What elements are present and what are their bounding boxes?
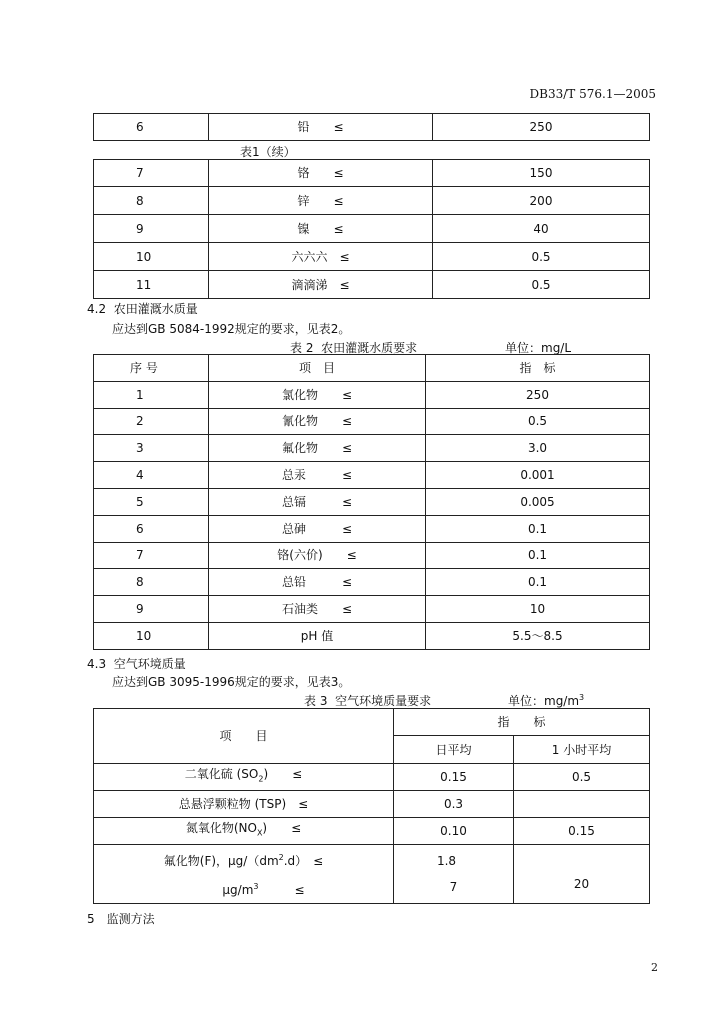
fluoride-superscript: 2 <box>278 853 284 862</box>
row-item: 六六六 ≤ <box>209 243 433 271</box>
fluoride-unit-superscript: 3 <box>253 882 259 891</box>
row-number: 8 <box>94 569 209 596</box>
row-value: 0.5 <box>426 408 650 435</box>
header-hourly: 1 小时平均 <box>514 736 650 764</box>
row-item: 氰化物 ≤ <box>209 408 426 435</box>
row-daily <box>394 845 514 904</box>
table3 <box>93 708 650 904</box>
row-number: 8 <box>94 187 209 215</box>
row-item: 氟化物 ≤ <box>209 435 426 462</box>
table-row <box>94 381 650 408</box>
row-item: 总铅 ≤ <box>209 569 426 596</box>
row-number: 1 <box>94 381 209 408</box>
table2-caption: 表 2 农田灌溉水质要求 <box>290 341 418 355</box>
table-header-row <box>94 355 650 382</box>
table-row <box>94 215 650 243</box>
table1-continued <box>93 159 650 299</box>
table-row <box>94 187 650 215</box>
header-number: 序 号 <box>94 355 209 382</box>
table1-top <box>93 113 650 141</box>
row-number: 4 <box>94 462 209 489</box>
row-hourly <box>514 845 650 904</box>
table-row <box>94 435 650 462</box>
row-value: 0.1 <box>426 515 650 542</box>
unit-superscript: 3 <box>579 693 585 702</box>
row-value: 0.1 <box>426 542 650 569</box>
header-item: 项 目 <box>94 709 394 764</box>
row-number: 9 <box>94 215 209 243</box>
section-4-2-heading: 4.2 农田灌溉水质量 <box>87 302 198 316</box>
unit-text: 单位：mg/m <box>508 694 580 708</box>
row-number: 2 <box>94 408 209 435</box>
row-value: 250 <box>426 381 650 408</box>
table3-unit <box>508 692 584 709</box>
header-item: 项 目 <box>209 355 426 382</box>
table-row <box>94 596 650 623</box>
row-value: 10 <box>426 596 650 623</box>
so2-label: 二氧化硫 (SO <box>184 767 259 782</box>
section-4-3-heading: 4.3 空气环境质量 <box>87 657 186 671</box>
row-item: 锌 ≤ <box>209 187 433 215</box>
row-item-so2 <box>94 764 394 791</box>
row-value: 250 <box>433 114 650 141</box>
table3-caption: 表 3 空气环境质量要求 <box>304 694 432 708</box>
page-number: 2 <box>651 961 658 974</box>
table-row <box>94 569 650 596</box>
table-row <box>94 818 650 845</box>
row-item: 镍 ≤ <box>209 215 433 243</box>
row-item-fluoride <box>94 845 394 904</box>
row-item: 铬 ≤ <box>209 160 433 187</box>
table-row <box>94 408 650 435</box>
row-value: 3.0 <box>426 435 650 462</box>
row-item: 石油类 ≤ <box>209 596 426 623</box>
row-number: 6 <box>94 114 209 141</box>
table-row <box>94 160 650 187</box>
table2-unit: 单位：mg/L <box>505 341 572 355</box>
row-hourly <box>514 791 650 818</box>
table-row <box>94 542 650 569</box>
row-value: 5.5～8.5 <box>426 622 650 649</box>
fluoride-daily-2: 7 <box>449 880 458 894</box>
table-row <box>94 845 650 904</box>
header-index: 指 标 <box>394 709 650 736</box>
row-item: 氯化物 ≤ <box>209 381 426 408</box>
nox-subscript: X <box>256 828 263 838</box>
row-daily: 0.10 <box>394 818 514 845</box>
row-value: 40 <box>433 215 650 243</box>
fluoride-unit: μg/m <box>222 883 254 897</box>
row-value: 0.5 <box>433 271 650 299</box>
row-number: 10 <box>94 243 209 271</box>
row-value: 0.1 <box>426 569 650 596</box>
row-value: 150 <box>433 160 650 187</box>
table-row <box>94 243 650 271</box>
fluoride-label: 氟化物(F)，μg/（dm <box>163 854 279 868</box>
row-item: 总镉 ≤ <box>209 488 426 515</box>
fluoride-line1 <box>94 845 393 874</box>
row-value: 0.001 <box>426 462 650 489</box>
document-id: DB33/T 576.1—2005 <box>529 87 656 101</box>
row-number: 9 <box>94 596 209 623</box>
fluoride-hourly-2: 20 <box>573 877 590 891</box>
row-item: 总汞 ≤ <box>209 462 426 489</box>
row-item: 铬(六价) ≤ <box>209 542 426 569</box>
row-hourly: 0.5 <box>514 764 650 791</box>
nox-suffix: ) ≤ <box>262 821 302 836</box>
so2-subscript: 2 <box>258 774 264 784</box>
table-row <box>94 515 650 542</box>
row-value: 200 <box>433 187 650 215</box>
row-item: 铅 ≤ <box>209 114 433 141</box>
so2-suffix: ) ≤ <box>263 767 303 782</box>
row-item-nox <box>94 818 394 845</box>
row-daily: 0.15 <box>394 764 514 791</box>
table-row <box>94 488 650 515</box>
row-value: 0.5 <box>433 243 650 271</box>
row-item: pH 值 <box>209 622 426 649</box>
table-row <box>94 764 650 791</box>
fluoride-suffix: .d） ≤ <box>283 854 324 868</box>
table2 <box>93 354 650 650</box>
row-daily: 0.3 <box>394 791 514 818</box>
table-row <box>94 114 650 141</box>
row-hourly: 0.15 <box>514 818 650 845</box>
row-item: 滴滴涕 ≤ <box>209 271 433 299</box>
row-number: 11 <box>94 271 209 299</box>
header-value: 指 标 <box>426 355 650 382</box>
table-row <box>94 462 650 489</box>
section-4-3-body: 应达到GB 3095-1996规定的要求，见表3。 <box>112 675 351 689</box>
nox-label: 氮氧化物(NO <box>185 821 257 836</box>
table1-continued-caption: 表1（续） <box>240 145 296 159</box>
table-row <box>94 271 650 299</box>
row-item: 总砷 ≤ <box>209 515 426 542</box>
row-number: 3 <box>94 435 209 462</box>
section-5-heading: 5 监测方法 <box>87 912 155 926</box>
fluoride-daily-1: 1.8 <box>436 854 457 868</box>
header-daily: 日平均 <box>394 736 514 764</box>
table-row <box>94 791 650 818</box>
row-number: 6 <box>94 515 209 542</box>
row-number: 10 <box>94 622 209 649</box>
table-header-row <box>94 709 650 736</box>
row-number: 7 <box>94 160 209 187</box>
row-number: 5 <box>94 488 209 515</box>
table-row <box>94 622 650 649</box>
section-4-2-body: 应达到GB 5084-1992规定的要求，见表2。 <box>112 322 351 336</box>
row-value: 0.005 <box>426 488 650 515</box>
fluoride-unit-suffix: ≤ <box>258 883 305 897</box>
row-item-tsp: 总悬浮颗粒物 (TSP) ≤ <box>94 791 394 818</box>
row-number: 7 <box>94 542 209 569</box>
fluoride-line2 <box>94 874 393 903</box>
